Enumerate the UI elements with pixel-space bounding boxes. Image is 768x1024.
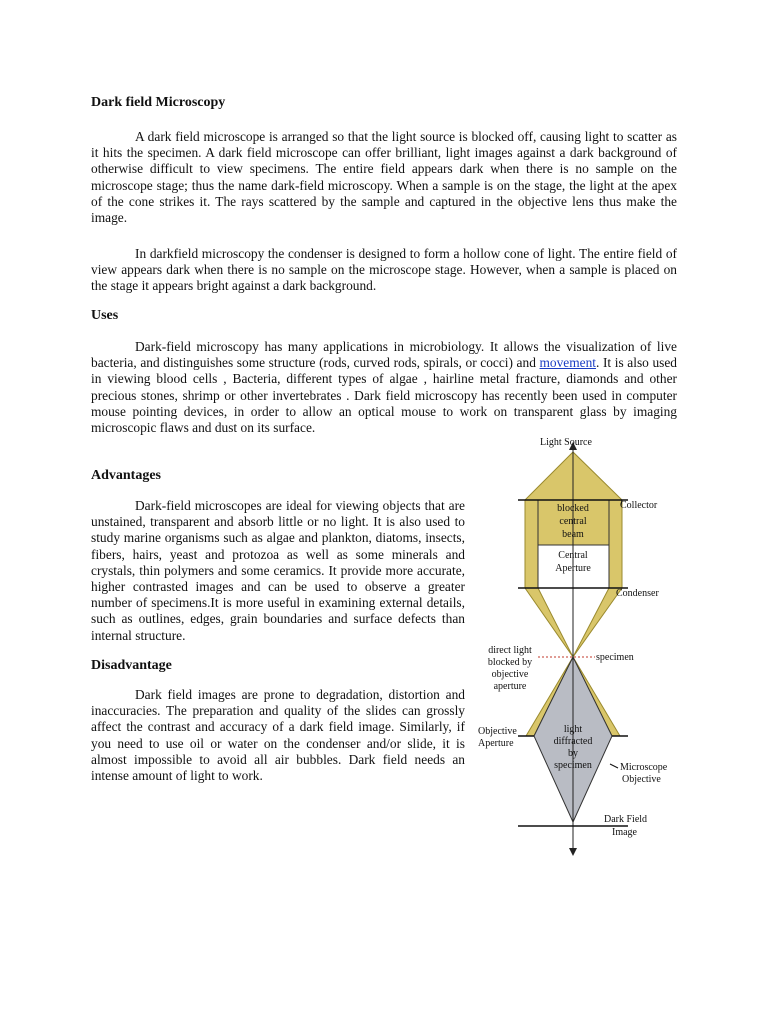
label-central-2: Aperture <box>555 563 591 574</box>
label-condenser: Condenser <box>616 588 659 599</box>
bottom-arrowhead <box>569 848 577 856</box>
label-objective-aperture-1: Objective <box>478 726 517 737</box>
movement-link[interactable]: movement <box>539 355 597 371</box>
label-microscope-objective-1: Microscope <box>620 762 668 773</box>
hollow-cone-right <box>573 588 622 657</box>
label-direct-4: aperture <box>493 681 527 692</box>
label-blocked-1: blocked <box>557 503 589 514</box>
label-blocked-3: beam <box>562 529 584 540</box>
label-diffracted-3: by <box>568 748 578 759</box>
uses-text-before-link: Dark-field microscopy has many applications in microbiology. It allows the visualization of live bacteria, and distinguishes some structure (rods, curved rods, spirals, or cocci) and <box>91 339 677 371</box>
label-specimen: specimen <box>596 652 634 663</box>
label-diffracted-4: specimen <box>554 760 592 771</box>
uses-text-after-link: . It is also used in viewing blood cells , Bacteria, different types of algae , hairline metal fracture, diamonds and other precious stones, shrimp or other invertebrates . Dark field microscopy has recently been used in computer mouse pointing devices, in order to allow an optical mouse to work on transparent glass by imaging microscopic flaws and dust on its surface. <box>91 355 677 436</box>
label-diffracted-1: light <box>563 724 583 735</box>
label-direct-3: objective <box>491 669 529 680</box>
label-light-source: Light Source <box>540 437 592 448</box>
uses-heading: Uses <box>91 308 119 323</box>
label-objective-aperture-2: Aperture <box>478 738 514 749</box>
page-title: Dark field Microscopy <box>91 95 226 110</box>
label-dark-field-1: Dark Field <box>604 814 648 825</box>
hollow-cone-left <box>525 588 573 657</box>
label-collector: Collector <box>620 500 658 511</box>
label-direct-2: blocked by <box>487 657 533 668</box>
dark-field-diagram <box>470 430 710 860</box>
disadvantage-paragraph: Dark field images are prone to degradation, distortion and inaccuracies. The preparation and quality of the slides can grossly affect the contrast and accuracy of a dark field image. Similarly, if you need to use oil or water on the condenser and/or slide, it is almost impossible to avoid all air bubbles. Dark field needs an intense amount of light to work. <box>91 687 465 784</box>
label-microscope-objective-2: Objective <box>622 774 661 785</box>
label-diffracted-2: diffracted <box>553 736 593 747</box>
label-direct-1: direct light <box>488 645 532 656</box>
uses-paragraph <box>91 339 677 436</box>
label-dark-field-2: Image <box>612 827 637 838</box>
advantages-paragraph: Dark-field microscopes are ideal for viewing objects that are unstained, transparent and absorb little or no light. It is also used to study marine organisms such as algae and plankton, diatoms, insects, fibers, hairs, yeast and protozoa as well as some minerals and crystals, thin polymers and some ceramics. It provide more accurate, higher contrasted images and can be used to observe a greater number of specimens.It is more useful in examining external details, such as outlines, edges, grain boundaries and surface defects than internal structure. <box>91 498 465 643</box>
advantages-heading: Advantages <box>91 468 162 483</box>
intro-paragraph-2: In darkfield microscopy the condenser is designed to form a hollow cone of light. The entire field of view appears dark when there is no sample on the microscope stage. However, when a sample is placed on the stage it appears bright against a dark background. <box>91 246 677 294</box>
label-blocked-2: central <box>559 516 587 527</box>
intro-paragraph-1: A dark field microscope is arranged so that the light source is blocked off, causing light to scatter as it hits the specimen. A dark field microscope can offer brilliant, light images against a dark background of otherwise difficult to view specimens. The entire field appears dark when there is no sample on the microscope stage; thus the name dark-field microscopy. When a sample is on the stage, the light at the apex of the cone strikes it. The rays scattered by the sample and captured in the objective lens thus make the image. <box>91 129 677 226</box>
objective-leader <box>610 764 618 768</box>
label-central-1: Central <box>558 550 588 561</box>
disadvantage-heading: Disadvantage <box>91 658 172 673</box>
